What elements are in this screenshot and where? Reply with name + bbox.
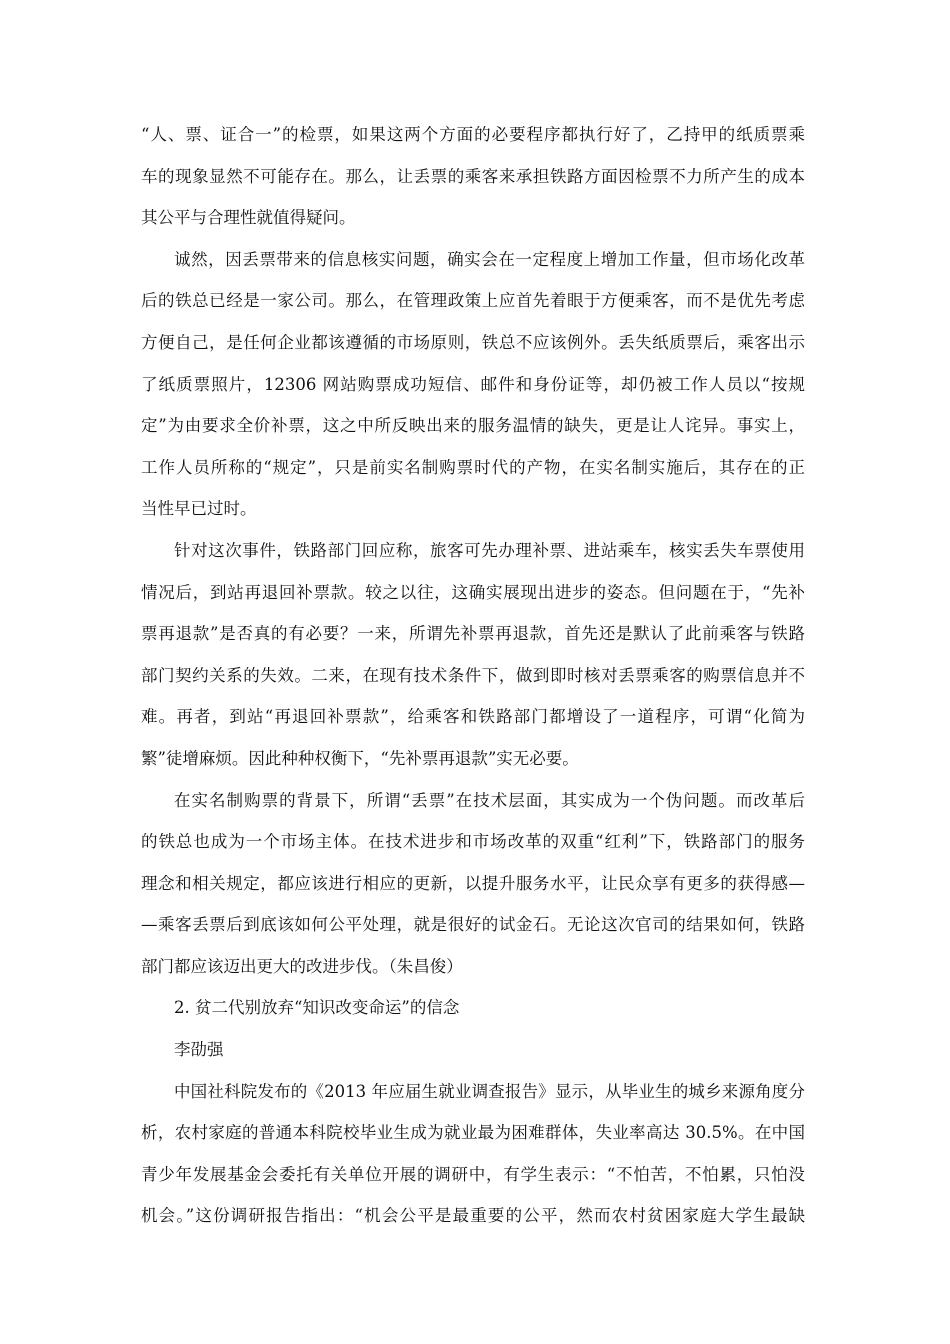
text-line: 情况后，到站再退回补票款。较之以往，这确实展现出进步的姿态。但问题在于，“先补 bbox=[141, 582, 805, 602]
text-line: 部门契约关系的失效。二来，在现有技术条件下，做到即时核对丢票乘客的购票信息并不 bbox=[141, 665, 805, 685]
text-line: 青少年发展基金会委托有关单位开展的调研中，有学生表示：“不怕苦，不怕累，只怕没 bbox=[141, 1164, 805, 1184]
section-heading: 2. 贫二代别放弃“知识改变命运”的信念 bbox=[174, 998, 460, 1018]
text-line: 机会。”这份调研报告指出：“机会公平是最重要的公平，然而农村贫困家庭大学生最缺 bbox=[141, 1206, 805, 1226]
text-line: “人、票、证合一”的检票，如果这两个方面的必要程序都执行好了，乙持甲的纸质票乘 bbox=[141, 125, 805, 144]
text-line: 针对这次事件，铁路部门回应称，旅客可先办理补票、进站乘车，核实丢失车票使用 bbox=[174, 540, 805, 560]
text-line: 票再退款”是否真的有必要？一来，所谓先补票再退款，首先还是默认了此前乘客与铁路 bbox=[141, 624, 805, 644]
text-line: 部门都应该迈出更大的改进步伐。（朱昌俊） bbox=[141, 956, 463, 976]
text-line: 诚然，因丢票带来的信息核实问题，确实会在一定程度上增加工作量，但市场化改革 bbox=[174, 249, 805, 269]
text-line: 车的现象显然不可能存在。那么，让丢票的乘客来承担铁路方面因检票不力所产生的成本 bbox=[141, 166, 805, 186]
text-line: 工作人员所称的“规定”，只是前实名制购票时代的产物，在实名制实施后，其存在的正 bbox=[141, 457, 805, 477]
text-line: 后的铁总已经是一家公司。那么，在管理政策上应首先着眼于方便乘客，而不是优先考虑 bbox=[141, 291, 805, 311]
text-line: 当性早已过时。 bbox=[141, 499, 257, 519]
text-line: 其公平与合理性就值得疑问。 bbox=[141, 208, 356, 228]
document-body bbox=[141, 114, 805, 1237]
text-line: —乘客丢票后到底该如何公平处理，就是很好的试金石。无论这次官司的结果如何，铁路 bbox=[141, 915, 805, 935]
author-name: 李劭强 bbox=[174, 1040, 224, 1060]
text-line: 的铁总也成为一个市场主体。在技术进步和市场改革的双重“红利”下，铁路部门的服务 bbox=[141, 832, 805, 852]
text-line: 析，农村家庭的普通本科院校毕业生成为就业最为困难群体，失业率高达 30.5%。在中国 bbox=[141, 1123, 805, 1143]
text-line: 方便自己，是任何企业都该遵循的市场原则，铁总不应该例外。丢失纸质票后，乘客出示 bbox=[141, 332, 805, 352]
text-line: 繁”徒增麻烦。因此种种权衡下，“先补票再退款”实无必要。 bbox=[141, 748, 579, 768]
text-line: 定”为由要求全价补票，这之中所反映出来的服务温情的缺失，更是让人诧异。事实上， bbox=[141, 416, 805, 436]
text-line: 了纸质票照片，12306 网站购票成功短信、邮件和身份证等，却仍被工作人员以“按规 bbox=[141, 374, 805, 394]
text-line: 在实名制购票的背景下，所谓“丢票”在技术层面，其实成为一个伪问题。而改革后 bbox=[174, 790, 805, 810]
text-line: 中国社科院发布的《2013 年应届生就业调查报告》显示，从毕业生的城乡来源角度分 bbox=[174, 1081, 805, 1101]
text-line: 难。再者，到站“再退回补票款”，给乘客和铁路部门都增设了一道程序，可谓“化简为 bbox=[141, 707, 805, 727]
text-line: 理念和相关规定，都应该进行相应的更新，以提升服务水平，让民众享有更多的获得感— bbox=[141, 873, 805, 893]
